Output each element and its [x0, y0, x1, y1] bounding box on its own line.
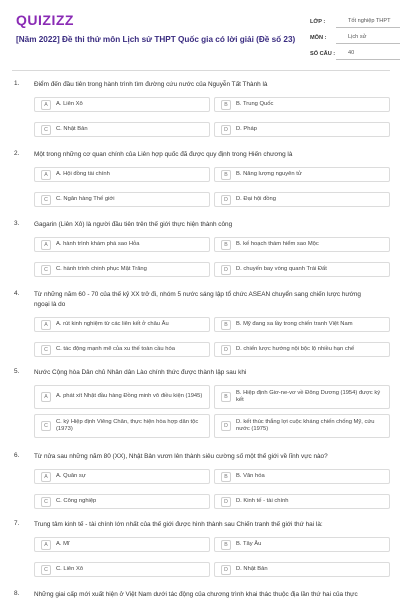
option-letter-box: A	[41, 472, 51, 482]
option-letter-box: D	[221, 125, 231, 135]
option-letter-box: B	[221, 540, 231, 550]
quizizz-logo: QUIZIZZ	[16, 12, 74, 28]
option-text: B. Hiệp định Giơ-ne-vơ về Đông Dương (1954) được ký kết	[236, 389, 381, 403]
option-letter-box: D	[221, 565, 231, 575]
option-letter-box: C	[41, 421, 51, 431]
meta-value: Lịch sử	[336, 32, 400, 44]
answer-option-c[interactable]	[34, 192, 210, 207]
option-letter-box: C	[41, 195, 51, 205]
option-text: C. tác động mạnh mẽ của xu thế toàn cầu hóa	[56, 345, 175, 352]
option-letter-box: C	[41, 497, 51, 507]
option-letter-box: C	[41, 565, 51, 575]
answer-option-c[interactable]	[34, 262, 210, 277]
option-letter-box: A	[41, 392, 51, 402]
option-text: A. Mĩ	[56, 540, 70, 547]
option-text: D. chuyến bay vòng quanh Trái Đất	[236, 265, 327, 272]
question-item	[14, 220, 390, 228]
question-text: Một trong những cơ quan chính của Liên hợp quốc đã được quy định trong Hiến chương là	[34, 151, 293, 158]
option-letter-box: A	[41, 540, 51, 550]
question-number: 7.	[14, 520, 20, 527]
answer-option-a[interactable]	[34, 237, 210, 252]
answer-option-b[interactable]	[214, 97, 390, 112]
option-letter-box: B	[221, 240, 231, 250]
answer-option-d[interactable]	[214, 262, 390, 277]
answer-option-d[interactable]	[214, 414, 390, 438]
meta-label: LỚP :	[310, 19, 326, 25]
answer-option-c[interactable]	[34, 122, 210, 137]
option-text: B. kế hoạch thám hiểm sao Mộc	[236, 240, 319, 247]
option-text: A. phát xít Nhật đầu hàng Đồng minh vô điều kiện (1945)	[56, 393, 203, 400]
question-text: Từ nửa sau những năm 80 (XX), Nhật Bản vươn lên thành siêu cường số một thế giới về lĩnh vực nào?	[34, 453, 328, 460]
question-item	[14, 150, 390, 158]
question-number: 5.	[14, 368, 20, 375]
option-text: B. Tây Âu	[236, 540, 262, 547]
meta-value: Tốt nghiệp THPT	[336, 16, 400, 28]
answer-option-a[interactable]	[34, 317, 210, 332]
question-number: 6.	[14, 452, 20, 459]
answer-option-b[interactable]	[214, 385, 390, 409]
option-letter-box: A	[41, 170, 51, 180]
question-number: 4.	[14, 290, 20, 297]
option-text: D. Đại hội đồng	[236, 195, 276, 202]
option-letter-box: C	[41, 265, 51, 275]
option-letter-box: A	[41, 100, 51, 110]
option-text: C. Công nghiệp	[56, 497, 97, 504]
question-number: 1.	[14, 80, 20, 87]
question-number: 2.	[14, 150, 20, 157]
answer-option-b[interactable]	[214, 317, 390, 332]
option-text: D. chiến lược hướng nội bộc lộ nhiều hạn chế	[236, 345, 355, 352]
answer-option-b[interactable]	[214, 469, 390, 484]
question-item	[14, 452, 390, 460]
answer-option-c[interactable]	[34, 342, 210, 357]
answer-option-b[interactable]	[214, 537, 390, 552]
option-letter-box: D	[221, 345, 231, 355]
question-text: Gagarin (Liên Xô) là người đầu tiên trên thế giới thực hiện thành công	[34, 221, 233, 228]
answer-option-a[interactable]	[34, 469, 210, 484]
option-text: A. Quân sự	[56, 472, 86, 479]
answer-option-d[interactable]	[214, 192, 390, 207]
question-item	[14, 520, 390, 528]
question-text: Từ những năm 60 - 70 của thế kỷ XX trở đi, nhóm 5 nước sáng lập tổ chức ASEAN chuyển sang chiến lược hướng ngoại là do	[34, 291, 361, 308]
option-text: D. Kinh tế - tài chính	[236, 497, 289, 504]
option-letter-box: C	[41, 345, 51, 355]
option-text: C. Ngân hàng Thế giới	[56, 195, 115, 202]
question-text: Nước Cộng hòa Dân chủ Nhân dân Lào chính thức được thành lập sau khi	[34, 369, 247, 376]
option-letter-box: C	[41, 125, 51, 135]
answer-option-d[interactable]	[214, 494, 390, 509]
option-letter-box: D	[221, 195, 231, 205]
option-text: B. Trung Quốc	[236, 100, 274, 107]
option-text: C. ký Hiệp định Viêng Chăn, thực hiện hòa hợp dân tộc (1973)	[56, 418, 199, 432]
option-text: B. Mỹ đang sa lầy trong chiến tranh Việt Nam	[236, 320, 353, 327]
option-text: D. Nhật Bản	[236, 565, 268, 572]
option-text: A. Liên Xô	[56, 100, 83, 107]
option-letter-box: B	[221, 170, 231, 180]
option-text: D. Pháp	[236, 125, 257, 132]
answer-option-b[interactable]	[214, 237, 390, 252]
answer-option-c[interactable]	[34, 494, 210, 509]
option-text: A. hành trình khám phá sao Hỏa	[56, 240, 140, 247]
answer-option-a[interactable]	[34, 167, 210, 182]
option-letter-box: D	[221, 421, 231, 431]
option-letter-box: A	[41, 240, 51, 250]
option-letter-box: B	[221, 100, 231, 110]
question-item	[14, 290, 390, 308]
question-item	[14, 80, 390, 88]
option-text: A. Hội đồng tài chính	[56, 170, 110, 177]
question-text: Trung tâm kinh tế - tài chính lớn nhất của thế giới được hình thành sau Chiến tranh thế giới thứ hai là:	[34, 521, 323, 528]
meta-value: 40	[336, 48, 400, 60]
option-text: A. rút kinh nghiệm từ các liên kết ở châu Âu	[56, 320, 169, 327]
answer-option-d[interactable]	[214, 562, 390, 577]
option-text: C. Liên Xô	[56, 565, 84, 572]
answer-option-c[interactable]	[34, 414, 210, 438]
page-title: [Năm 2022] Đề thi thử môn Lịch sử THPT Quốc gia có lời giải (Đề số 23)	[16, 35, 296, 44]
answer-option-c[interactable]	[34, 562, 210, 577]
option-text: B. Văn hóa	[236, 472, 265, 479]
option-letter-box: B	[221, 472, 231, 482]
option-letter-box: B	[221, 320, 231, 330]
answer-option-b[interactable]	[214, 167, 390, 182]
question-text: Những giai cấp mới xuất hiện ở Việt Nam dưới tác động của chương trình khai thác thuộc địa lần thứ hai của thực	[34, 591, 358, 598]
question-item	[14, 590, 390, 598]
question-item	[14, 368, 390, 376]
question-number: 3.	[14, 220, 20, 227]
answer-option-a[interactable]	[34, 537, 210, 552]
question-number: 8.	[14, 590, 20, 597]
option-letter-box: D	[221, 265, 231, 275]
option-letter-box: B	[221, 392, 231, 402]
answer-option-a[interactable]	[34, 97, 210, 112]
option-letter-box: A	[41, 320, 51, 330]
option-letter-box: D	[221, 497, 231, 507]
meta-label: SỐ CÂU :	[310, 51, 336, 57]
option-text: C. Nhật Bản	[56, 125, 88, 132]
answer-option-d[interactable]	[214, 122, 390, 137]
answer-option-d[interactable]	[214, 342, 390, 357]
option-text: D. kết thúc thắng lợi cuộc kháng chiến chống Mỹ, cứu nước (1975)	[236, 418, 375, 432]
option-text: C. hành trình chinh phục Mặt Trăng	[56, 265, 147, 272]
question-text: Điểm đến đầu tiên trong hành trình tìm đường cứu nước của Nguyễn Tất Thành là	[34, 81, 268, 88]
answer-option-a[interactable]	[34, 385, 210, 409]
option-text: B. Năng lượng nguyên tử	[236, 170, 302, 177]
meta-label: MÔN :	[310, 35, 327, 41]
